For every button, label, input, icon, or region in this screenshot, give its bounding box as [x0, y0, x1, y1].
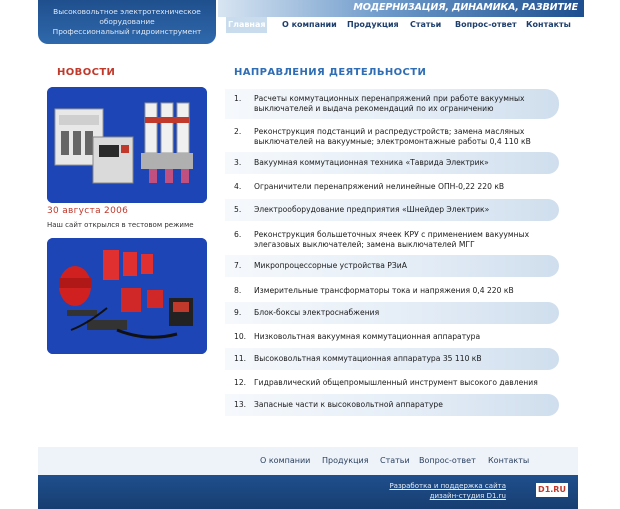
footer-link-products[interactable]: Продукция: [322, 456, 369, 465]
footer-bottom: [38, 475, 578, 509]
item-number: 1.: [234, 94, 242, 103]
news-heading: НОВОСТИ: [57, 67, 116, 78]
item-text: Вакуумная коммутационная техника «Таврида Электрик»: [254, 158, 489, 167]
news-date: 30 августа 2006: [47, 206, 129, 216]
direction-item-9[interactable]: [225, 302, 559, 324]
item-number: 4.: [234, 182, 242, 191]
direction-item-6[interactable]: [225, 225, 559, 253]
logo[interactable]: [38, 0, 216, 44]
switchgear-illustration: [47, 87, 207, 203]
item-text: Гидравлический общепромышленный инструмент высокого давления: [254, 378, 538, 387]
logo-line-1: Высоковольтное электротехническое: [53, 7, 201, 16]
footer-link-articles[interactable]: Статьи: [380, 456, 410, 465]
item-text: Реконструкция подстанций и распредустройств; замена масляных выключателей на вакуумные; электромонтажные работы 0,4 110 кВ: [254, 127, 531, 146]
hydraulic-tools-photo[interactable]: [47, 238, 207, 354]
item-text: Блок-боксы электроснабжения: [254, 308, 380, 317]
nav-item-about[interactable]: О компании: [282, 20, 337, 29]
item-text: Ограничители перенапряжений нелинейные ОПН-0,22 220 кВ: [254, 182, 505, 191]
news-text[interactable]: Наш сайт открылся в тестовом режиме: [47, 221, 194, 229]
direction-item-11[interactable]: [225, 348, 559, 370]
logo-line-3: Профессиональный гидроинструмент: [52, 27, 202, 36]
direction-item-8[interactable]: [225, 280, 559, 302]
nav-item-products[interactable]: Продукция: [347, 20, 399, 29]
item-number: 9.: [234, 308, 242, 317]
item-text: Запасные части к высоковольтной аппаратуре: [254, 400, 443, 409]
item-text: Низковольтная вакуумная коммутационная аппаратура: [254, 332, 481, 341]
direction-item-2[interactable]: [225, 124, 559, 152]
item-number: 8.: [234, 286, 242, 295]
item-number: 12.: [234, 378, 247, 387]
direction-item-10[interactable]: [225, 326, 559, 348]
site-header: [38, 0, 584, 50]
item-number: 3.: [234, 158, 242, 167]
item-text: Электрооборудование предприятия «Шнейдер Электрик»: [254, 205, 490, 214]
item-text: Расчеты коммутационных перенапряжений при работе вакуумных выключателей и выдача рекомендаций по их ограничению: [254, 94, 525, 113]
item-number: 6.: [234, 230, 242, 239]
nav-item-faq[interactable]: Вопрос-ответ: [455, 20, 517, 29]
direction-item-3[interactable]: [225, 152, 559, 174]
directions-heading: НАПРАВЛЕНИЯ ДЕЯТЕЛЬНОСТИ: [234, 67, 427, 78]
item-number: 11.: [234, 354, 247, 363]
main-nav: [226, 17, 584, 33]
direction-item-13[interactable]: [225, 394, 559, 416]
item-number: 10.: [234, 332, 247, 341]
slogan-bar: [218, 0, 584, 17]
credit-link-development[interactable]: Разработка и поддержка сайта: [389, 482, 506, 490]
direction-item-7[interactable]: [225, 255, 559, 277]
item-text: Микропроцессорные устройства РЗиА: [254, 261, 407, 270]
item-number: 7.: [234, 261, 242, 270]
item-number: 2.: [234, 127, 242, 136]
item-text: Высоковольтная коммутационная аппаратура 35 110 кВ: [254, 354, 482, 363]
footer-link-about[interactable]: О компании: [260, 456, 311, 465]
direction-item-4[interactable]: [225, 176, 559, 198]
item-text: Измерительные трансформаторы тока и напряжения 0,4 220 кВ: [254, 286, 514, 295]
footer-link-faq[interactable]: Вопрос-ответ: [419, 456, 476, 465]
direction-item-5[interactable]: [225, 199, 559, 221]
nav-item-contacts[interactable]: Контакты: [526, 20, 571, 29]
nav-item-articles[interactable]: Статьи: [410, 20, 442, 29]
item-number: 5.: [234, 205, 242, 214]
footer-nav: [38, 447, 578, 475]
item-number: 13.: [234, 400, 247, 409]
item-text: Реконструкция большеточных ячеек КРУ с применением вакуумных элегазовых выключателей; замена выключателей МГГ: [254, 230, 530, 249]
footer-link-contacts[interactable]: Контакты: [488, 456, 530, 465]
hydraulic-tools-illustration: [47, 238, 207, 354]
credit-link-studio[interactable]: дизайн-студия D1.ru: [429, 492, 506, 500]
slogan: МОДЕРНИЗАЦИЯ, ДИНАМИКА, РАЗВИТИЕ: [353, 2, 578, 13]
nav-item-home[interactable]: Главная: [226, 17, 267, 33]
logo-line-2: оборудование: [99, 17, 155, 26]
direction-item-1[interactable]: [225, 89, 559, 119]
studio-logo[interactable]: D1.RU: [536, 483, 568, 497]
direction-item-12[interactable]: [225, 372, 559, 394]
switchgear-photo[interactable]: [47, 87, 207, 203]
